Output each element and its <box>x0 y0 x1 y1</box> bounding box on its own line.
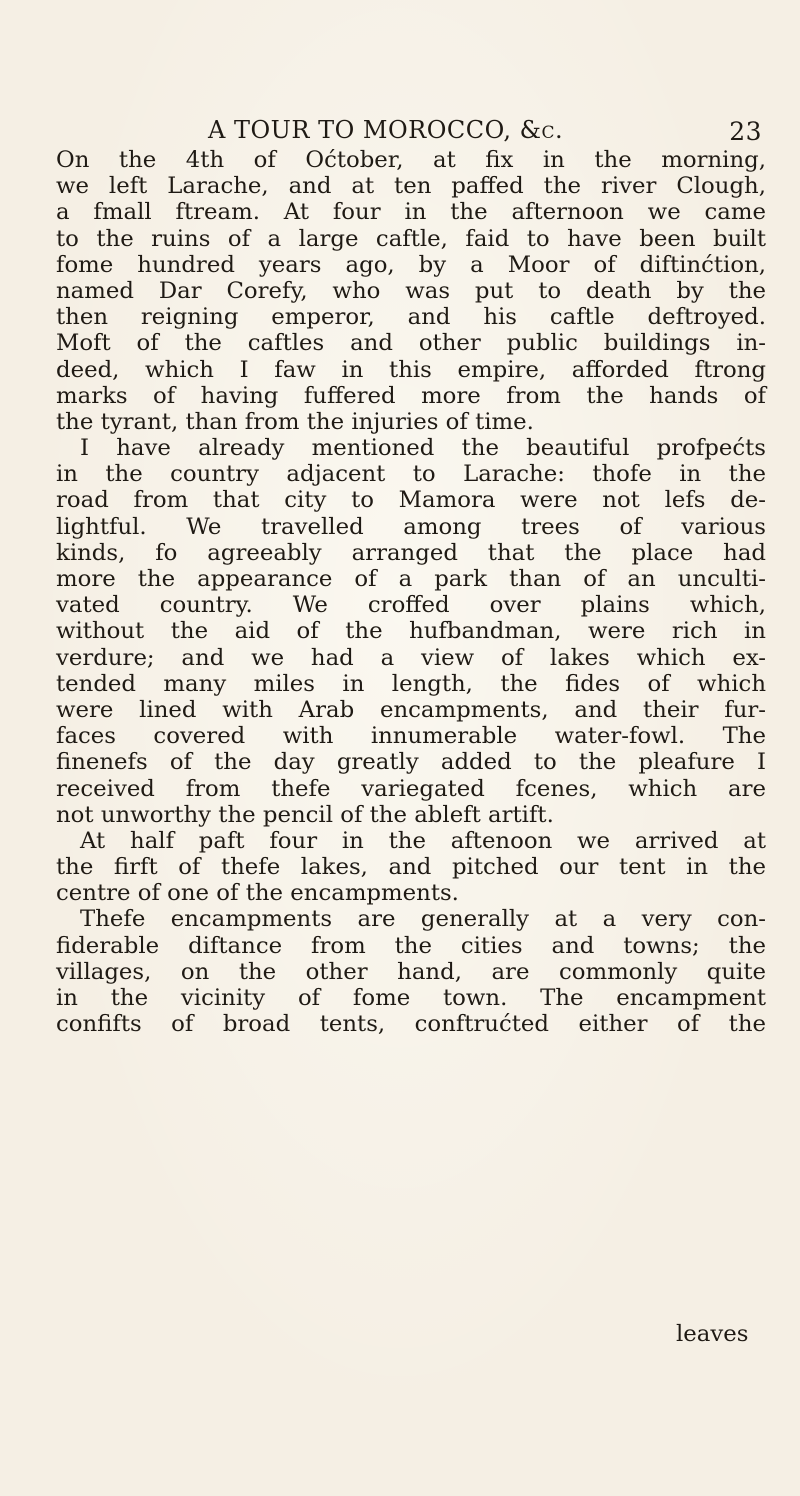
text-line: tended many miles in length, the fides of which <box>56 670 766 697</box>
text-line: then reigning emperor, and his caftle deftroyed. <box>56 304 766 331</box>
text-line: in the vicinity of fome town. The encampment <box>56 985 766 1011</box>
text-line: Moft of the caftles and other public buildings in- <box>56 330 766 357</box>
running-title: A TOUR TO MOROCCO, &c. <box>208 116 564 144</box>
text-line: kinds, fo agreeably arranged that the place had <box>56 539 766 566</box>
text-line: were lined with Arab encampments, and their fur- <box>56 696 766 723</box>
catchword: leaves <box>676 1321 749 1347</box>
text-line: finenefs of the day greatly added to the pleafure I <box>56 749 766 776</box>
text-line: fome hundred years ago, by a Moor of diftinćtion, <box>56 251 766 278</box>
paragraph-end-line: the tyrant, than from the injuries of time. <box>56 408 534 435</box>
text-line: without the aid of the hufbandman, were rich in <box>56 618 766 645</box>
page-number: 23 <box>729 117 762 146</box>
text-line: we left Larache, and at ten paffed the river Clough, <box>56 173 766 200</box>
text-line: road from that city to Mamora were not lefs de- <box>56 487 766 514</box>
text-line: verdure; and we had a view of lakes which ex- <box>56 644 766 671</box>
paragraph-first-line: At half paft four in the aftenoon we arrived at <box>80 827 766 854</box>
text-line: received from thefe variegated fcenes, which are <box>56 775 766 802</box>
running-head <box>52 113 762 147</box>
paragraph-end-line: not unworthy the pencil of the ableft artift. <box>56 801 554 828</box>
text-line: marks of having fuffered more from the hands of <box>56 382 766 409</box>
text-line: in the country adjacent to Larache: thofe in the <box>56 461 766 488</box>
text-line: more the appearance of a park than of an unculti- <box>56 566 766 592</box>
text-line: confifts of broad tents, conftrućted either of the <box>56 1011 766 1038</box>
text-line: On the 4th of Oćtober, at fix in the morning, <box>56 147 766 173</box>
paragraph-first-line: Thefe encampments are generally at a very con- <box>80 906 766 933</box>
paragraph-first-line: I have already mentioned the beautiful profpećts <box>80 435 766 462</box>
text-line: named Dar Corefy, who was put to death by the <box>56 277 766 304</box>
text-line: vated country. We croffed over plains which, <box>56 592 766 619</box>
text-line: villages, on the other hand, are commonly quite <box>56 958 766 985</box>
text-line: faces covered with innumerable water-fowl. The <box>56 723 766 750</box>
text-line: deed, which I faw in this empire, afforded ftrong <box>56 356 766 383</box>
text-line: a fmall ftream. At four in the afternoon we came <box>56 199 766 226</box>
text-line: the firft of thefe lakes, and pitched our tent in the <box>56 854 766 881</box>
paragraph-end-line: centre of one of the encampments. <box>56 880 459 907</box>
text-line: to the ruins of a large caftle, faid to have been built <box>56 225 766 252</box>
body-text <box>56 147 766 1037</box>
text-line: lightful. We travelled among trees of various <box>56 513 766 540</box>
text-line: fiderable diftance from the cities and towns; the <box>56 932 766 959</box>
